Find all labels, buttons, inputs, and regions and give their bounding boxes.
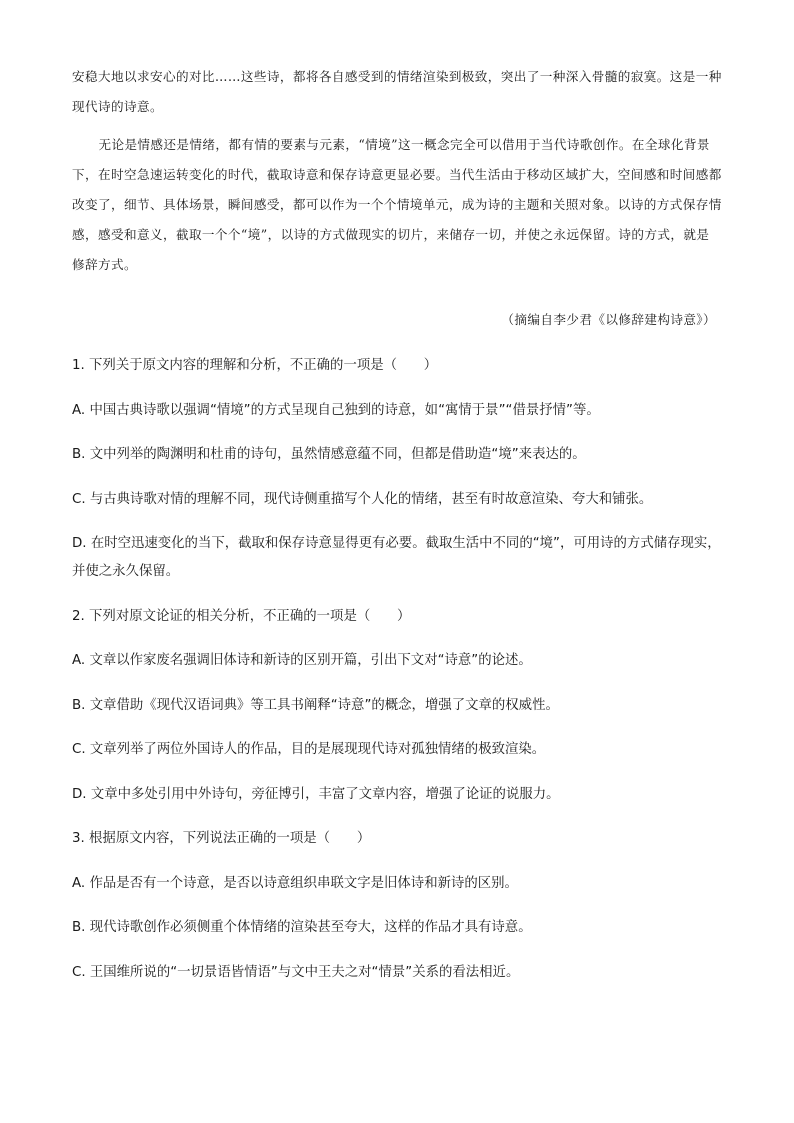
- reading-passage: [72, 62, 722, 280]
- question-stem: 2. 下列对原文论证的相关分析，不正确的一项是（ ）: [72, 608, 411, 624]
- question-list: [72, 352, 732, 1003]
- passage-paragraph: 无论是情感还是情绪，都有情的要素与元素，“情境”这一概念完全可以借用于当代诗歌创作。在全球化背景下，在时空急速运转变化的时代，截取诗意和保存诗意更显必要。当代生活由于移动区域扩大，空间感和时间感都改变了，细节、具体场景，瞬间感受，都可以作为一个个情境单元，成为诗的主题和关照对象。以诗的方式保存情感，感受和意义，截取一个个“境”，以诗的方式做现实的切片，来储存一切，并使之永远保留。诗的方式，就是修辞方式。: [72, 137, 722, 272]
- option-b: B. 文章借助《现代汉语词典》等工具书阐释“诗意”的概念，增强了文章的权威性。: [72, 697, 559, 713]
- option-a: A. 中国古典诗歌以强调“情境”的方式呈现自己独到的诗意，如“寓情于景”“借景抒情”等。: [72, 402, 600, 418]
- option-a: A. 作品是否有一个诗意，是否以诗意组织串联文字是旧体诗和新诗的区别。: [72, 875, 518, 891]
- option-b: B. 文中列举的陶渊明和杜甫的诗句，虽然情感意蕴不同，但都是借助造“境”来表达的。: [72, 447, 586, 462]
- option-d: D. 文章中多处引用中外诗句，旁征博引，丰富了文章内容，增强了论证的说服力。: [72, 786, 560, 802]
- option-d: D. 在时空迅速变化的当下，截取和保存诗意显得更有必要。截取生活中不同的“境”，可用诗的方式储存现实，并使之永久保留。: [72, 536, 721, 579]
- option-a: A. 文章以作家废名强调旧体诗和新诗的区别开篇，引出下文对“诗意”的论述。: [72, 653, 532, 668]
- passage-source-citation: （摘编自李少君《以修辞建构诗意》）: [501, 312, 716, 327]
- question-1: [72, 352, 732, 586]
- passage-paragraph-continued: 安稳大地以求安心的对比……这些诗，都将各自感受到的情绪渲染到极致，突出了一种深入骨髓的寂寞。这是一种现代诗的诗意。: [72, 69, 722, 114]
- question-2: [72, 603, 732, 826]
- question-stem: 3. 根据原文内容，下列说法正确的一项是（ ）: [72, 831, 371, 846]
- question-3: [72, 825, 732, 1003]
- option-c: C. 与古典诗歌对情的理解不同，现代诗侧重描写个人化的情绪，甚至有时故意渲染、夸大和铺张。: [72, 491, 653, 507]
- option-c: C. 王国维所说的“一切景语皆情语”与文中王夫之对“情景”关系的看法相近。: [72, 964, 520, 980]
- option-c: C. 文章列举了两位外国诗人的作品，目的是展现现代诗对孤独情绪的极致渲染。: [72, 742, 546, 757]
- question-stem: 1. 下列关于原文内容的理解和分析，不正确的一项是（ ）: [72, 358, 438, 373]
- option-b: B. 现代诗歌创作必须侧重个体情绪的渲染甚至夸大，这样的作品才具有诗意。: [72, 920, 532, 935]
